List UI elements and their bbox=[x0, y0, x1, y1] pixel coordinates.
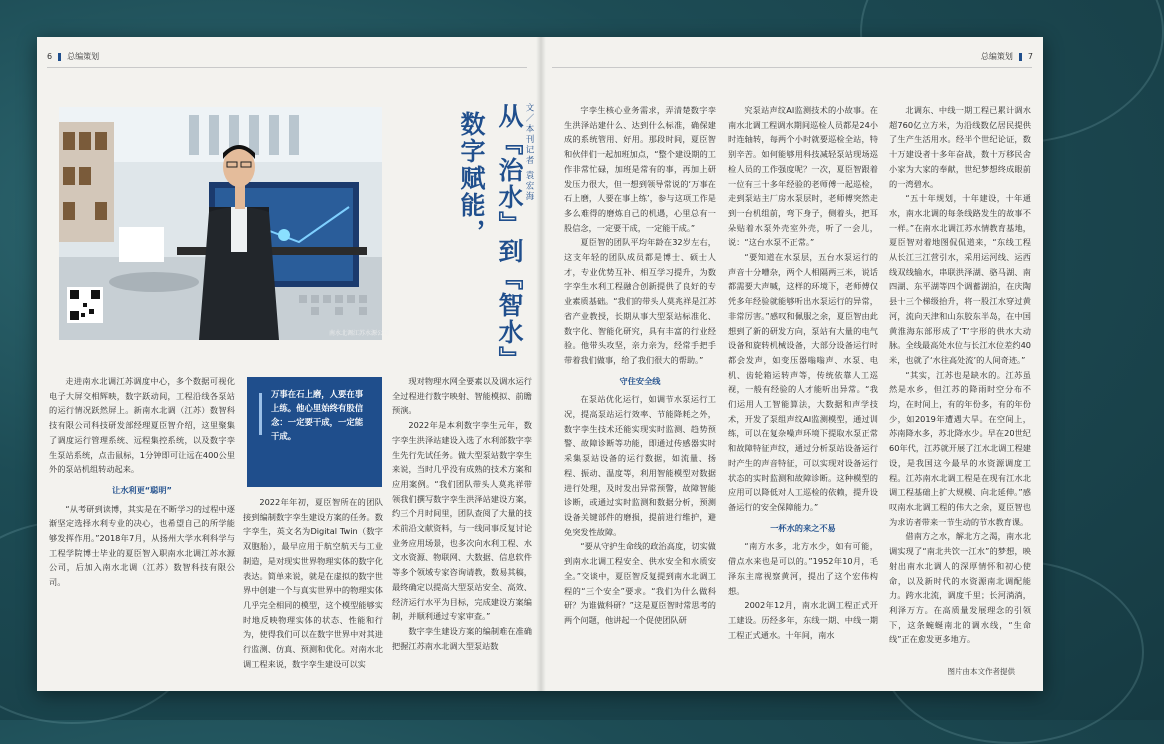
title-block bbox=[383, 103, 543, 373]
paragraph: 走进南水北调江苏调度中心，多个数据可视化电子大屏交相辉映，数字跃动间，工程沿线各泵站的运行情况跃然屏上。新南水北调（江苏）数智科技有限公司科技研发部经理夏臣智介绍，这里聚集了调度运行管理系统、远程集控系统，以及数字孪生泵站系统，点击鼠标，1分钟即可让远在400公里外的泵站机组转动起来。 bbox=[49, 376, 235, 475]
article-title-line-1: 从『治水』到『智水』 bbox=[495, 103, 524, 373]
article-title-line-2: 数字赋能， bbox=[457, 111, 486, 246]
text-column-2 bbox=[243, 495, 383, 671]
photo-credit: 南水北调江苏水源公司 bbox=[329, 330, 390, 337]
text-column-3 bbox=[392, 374, 532, 653]
paragraph: “要知道在水泵层，五台水泵运行的声音十分嘈杂，两个人相隔两三米，说话都需要大声喊，这样的环境下，老师傅仅凭多年经验就能够听出水泵运行的异常，非常厉害。”感叹和佩服之余，夏臣智由此想到了新的研发方向，泵站有大量的电气设备和旋转机械设备，大部分设备运行时都会发声，如变压器嗡嗡声、水泵、电机、齿轮箱运转声等，传统依靠人工巡视，一般有经验的人才能听出异常。“我们运用人工智能算法，大数据和声学技术，开发了泵组声纹AI监测模型，通过训练，可以在复杂噪声环境下提取水泵正常和故障特征声纹，通过分析泵站设备运行时产生的声音特征，可以实现对设备运行状态的实时监测和故障诊断。这种模型的应用可以降低对人工巡检的依赖，提升设备运行的安全保障能力。” bbox=[728, 252, 878, 512]
paragraph: “南方水多，北方水少，如有可能，借点水来也是可以的。”1952年10月，毛泽东主席视察黄河，提出了这个宏伟构想。 bbox=[728, 541, 878, 596]
section-subhead-3: 一杯水的来之不易 bbox=[770, 522, 836, 533]
paragraph: 2022年年初，夏臣智所在的团队接到编制数字孪生建设方案的任务。数字孪生，英文名为Digital Twin（数字双胞胎），最早应用于航空航天与工业制造，是对现实世界物理实体的数字化表达。简单来说，就是在虚拟的数字世界中创建一个与真实世界中的物理实体几乎完全相同的模型，这个模型能够实时地反映物理实体的状态、性能和行为，使得我们可以在数字世界中对其进行监测、仿真、预测和优化。对南水北调工程来说，数字孪生建设可以实 bbox=[243, 497, 383, 669]
article-byline: 文／本刊记者 袁宏海 bbox=[524, 103, 534, 203]
text-column-1 bbox=[49, 374, 235, 590]
article-photo bbox=[59, 107, 390, 340]
paragraph: “五十年规划，十年建设，十年通水，南水北调的每条线路发生的故事不一样。”在南水北调江苏水情教育基地，夏臣智对着地图侃侃道来，“东线工程从长江三江营引水，采用运河线、运西线双线输水，串联洪泽湖、骆马湖、南四湖、东平湖等四个调蓄湖泊，在庆陶县十三个梯级抬升，将一股江水穿过黄河，流向天津和山东胶东半岛，在中国黄淮海东部形成了‘T’字形的供水大动脉。全线最高处水位与长江水位差约40米，也就了‘水往高处流’的人间奇迹。” bbox=[889, 193, 1031, 365]
right-header-rule bbox=[552, 67, 1032, 68]
magazine-spread bbox=[37, 37, 1043, 691]
text-column-6 bbox=[889, 103, 1031, 647]
section-subhead-2: 守住安全线 bbox=[619, 375, 661, 386]
paragraph: “其实，江苏也是缺水的。江苏虽然是水乡，但江苏的降雨时空分布不均，在时间上，有的年份多，有的年份少，如2019年遭遇大旱。在空间上，苏南降水多，苏北降水少。早在20世纪60年代，江苏就开展了江水北调工程建设，是我国这今最早的水资源调度工程。江苏南水北调工程是在现有江水北调工程基础上扩大规模、向北延伸。”感叹南水北调工程的伟大之余，夏臣智也为求访者带来一节生动的节水教育课。 bbox=[889, 369, 1031, 527]
paragraph: 字孪生核心业务需求，弄清楚数字孪生洪泽站建什么、达到什么标准，确保建成的系统管用、好用。那段时间，夏臣智和伙伴们一起加班加点，“整个建设期的工作非常忙碌，加班是常有的事，再加上研发压力很大，但一想到领导常说的‘万事在石上磨，人要在事上练’，参与这项工作是多么难得的磨炼自己的机遇，心里总有一股信念，一定要干成，一定能干成。” bbox=[564, 105, 716, 233]
image-credit: 图片由本文作者提供 bbox=[947, 667, 1015, 676]
left-running-header bbox=[47, 51, 99, 62]
section-subhead-1: 让水利更“聪明” bbox=[112, 484, 172, 495]
paragraph: “要从守护生命线的政治高度，切实做到南水北调工程安全、供水安全和水质安全。”交谈中，夏臣智反复提到南水北调工程的“三个安全”要求。“我们为什么做科研？为谁做科研？”这是夏臣智时常思考的两个问题，他讲起一个促使团队研 bbox=[564, 541, 716, 625]
paragraph: 现对物理水网全要素以及调水运行全过程进行数字映射、智能模拟、前瞻预演。 bbox=[392, 376, 532, 416]
paragraph: 2002年12月，南水北调工程正式开工建设。历经多年，东线一期、中线一期工程正式通水。十年间，南水 bbox=[728, 600, 878, 640]
paragraph: 夏臣智的团队平均年龄在32岁左右，这支年轻的团队成员都是博士、硕士人才，专业优势互补、相互学习提升，为数字孪生水利工程融合创新提供了良好的专业素质基础。“我们的带头人莫兆祥是江苏省产业教授，长期从事大型泵站标准化、数字化、智能化研究，具有丰富的行业经验。他带头攻坚，亲力亲为，经常手把手带着我们做事，给了我们很大的帮助。” bbox=[564, 237, 716, 365]
text-column-4 bbox=[564, 103, 716, 628]
right-section-label: 总编策划 bbox=[980, 52, 1013, 61]
paragraph: 在泵站优化运行，如调节水泵运行工况，提高泵站运行效率、节能降耗之外，数字孪生技术还能实现实时监测、趋势预警、故障诊断等功能，即通过传感器实时采集泵站设备的运行数据，如流量、扬程、振动、温度等，利用智能模型对数据进行处理，及时发出异常预警，故障智能诊断，或通过实时监测和数据分析，预测设备关键部件的磨损，提前进行维护，避免突发性故障。 bbox=[564, 394, 716, 537]
paragraph: 借南方之水，解北方之渴，南水北调实现了“南北共饮一江水”的梦想，映射出南水北调人的深厚情怀和初心使命，以及新时代的水资源南北调配能力。跨水北流，调度千里；长河淌淌，利泽万方。在高质量发展理念的引领下，这条蜿蜒南北的调水线，“生命线”正在愈发更多地方。 bbox=[889, 531, 1031, 645]
left-page-number: 6 bbox=[47, 52, 53, 61]
paragraph: 数字孪生建设方案的编制难在准确把握江苏南水北调大型泵站数 bbox=[392, 625, 532, 651]
text-column-5 bbox=[728, 103, 878, 642]
pull-quote: 万事在石上磨，人要在事上练。他心里始终有股信念：一定要干成，一定能干成。 bbox=[247, 377, 382, 487]
right-page-number: 7 bbox=[1027, 52, 1033, 61]
left-section-label: 总编策划 bbox=[67, 52, 100, 61]
paragraph: “从考研到读博，其实是在不断学习的过程中逐渐坚定选择水利专业的决心，也希望自己的所学能够发挥作用。”2018年7月，从扬州大学水利科学与工程学院博士毕业的夏臣智入职南水北调江苏水源公司，后加入南水北调（江苏）数智科技有限公司。 bbox=[49, 503, 235, 588]
left-header-rule bbox=[47, 67, 527, 68]
paragraph: 北调东、中线一期工程已累计调水超760亿立方米，为沿线数亿居民提供了生产生活用水。经半个世纪论证，数十万建设者十多年奋战，数十万移民舍小家为大家的奉献，世纪梦想终成眼前的一湾碧水。 bbox=[889, 105, 1031, 189]
photo-illustration bbox=[59, 107, 390, 340]
paragraph: 2022年是本利数字孪生元年，数字孪生洪泽站建设入选了水利部数字孪生先行先试任务。做大型泵站数字孪生来说，当时几乎没有成熟的技术方案和应用案例。“我们团队带头人莫兆祥带领我们撰写数字孪生洪泽站建设方案，约三个月时间里，团队查阅了大量的技术前沿文献资料，与一线同事反复讨论业务应用场景，也多次向水利工程、水文水资源、物联网、大数据、信息软件等多个领域专家咨询请教，数易其稿，最终确定以提高大型泵站安全、高效、经济运行水平为目标，完成建设方案编制，并顺利通过专家审查。” bbox=[392, 420, 532, 622]
paragraph: 究泵站声纹AI监测技术的小故事。在南水北调工程调水期间巡检人员都是24小时连轴转，每两个小时就要巡检全站，特别辛苦。如何能够用科技减轻泵站现场巡检人员的工作强度呢？一次，夏臣智跟着一位有三十多年经验的老师傅一起巡检，走到泵站主厂房水泵层时，老师傅突然走到一台机组前，弯下身子，侧着头，把耳朵贴着水泵外壳室外壳，听了一会儿，说：“这台水泵不正常。” bbox=[728, 105, 878, 248]
right-running-header bbox=[981, 51, 1033, 62]
